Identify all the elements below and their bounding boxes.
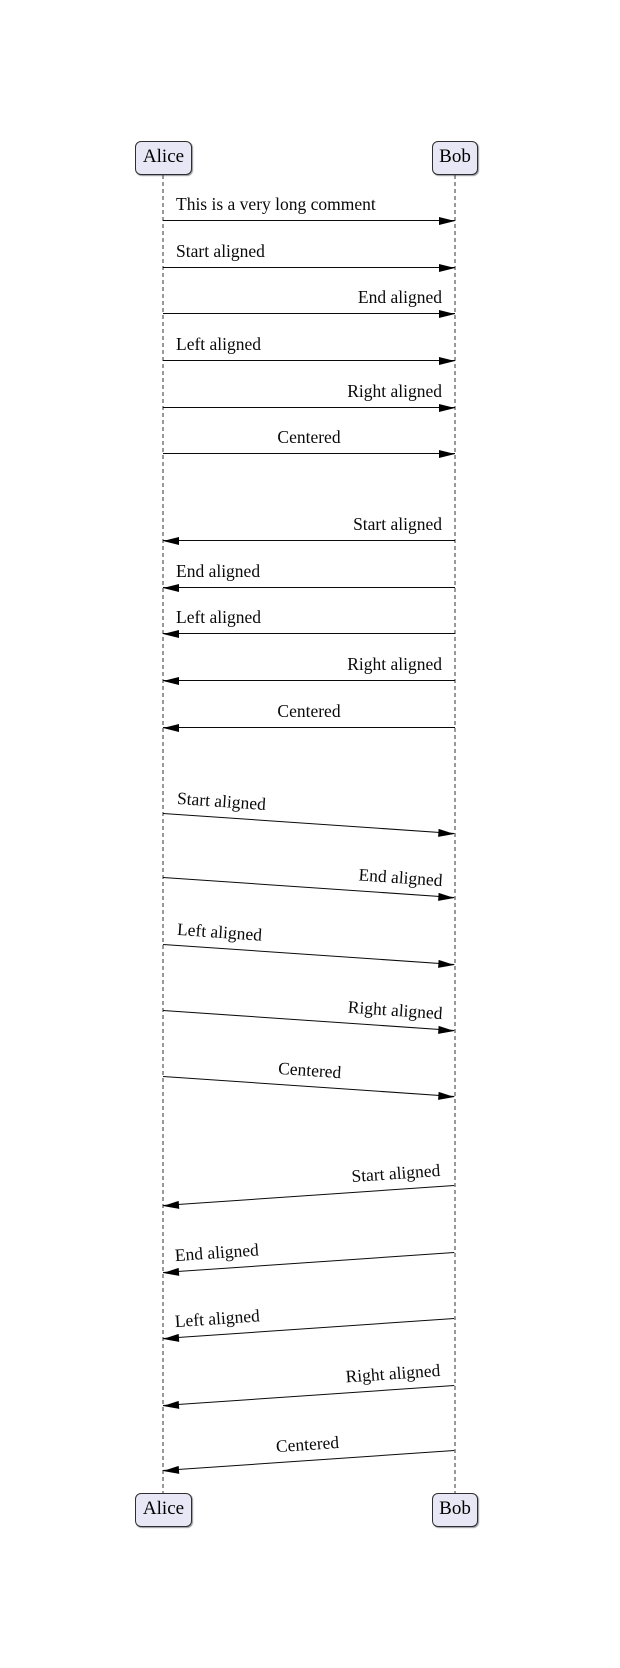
arrowhead-left-icon <box>163 1268 180 1277</box>
arrowhead-left-icon <box>163 1466 180 1475</box>
arrowhead-left-icon <box>163 584 179 592</box>
message-alice-to-bob-slanted <box>163 916 456 965</box>
message-label: Right aligned <box>347 654 442 674</box>
message-line <box>163 727 455 728</box>
message-label: Centered <box>277 427 341 447</box>
message-alice-to-bob <box>163 285 455 314</box>
message-label: Start aligned <box>350 1159 441 1187</box>
arrowhead-left-icon <box>163 1334 180 1343</box>
message-line <box>163 540 455 541</box>
message-alice-to-bob-slanted <box>163 849 456 898</box>
arrowhead-right-icon <box>439 450 455 458</box>
message-bob-to-alice-slanted <box>161 1224 454 1273</box>
message-line <box>163 680 455 681</box>
arrowhead-left-icon <box>163 537 179 545</box>
message-line <box>163 587 455 588</box>
message-alice-to-bob-slanted <box>163 982 456 1031</box>
arrowhead-left-icon <box>163 677 179 685</box>
message-bob-to-alice-slanted <box>161 1157 454 1206</box>
message-bob-to-alice-slanted <box>161 1422 454 1471</box>
message-alice-to-bob <box>163 425 455 454</box>
message-line <box>163 407 455 408</box>
arrowhead-right-icon <box>438 893 455 902</box>
message-alice-to-bob-slanted <box>163 785 456 834</box>
message-alice-to-bob-slanted <box>163 1048 456 1097</box>
message-bob-to-alice <box>163 559 455 588</box>
actor-label-bob: Bob <box>439 146 471 167</box>
message-label: Start aligned <box>176 787 267 814</box>
message-label: Centered <box>277 1057 343 1083</box>
message-label: Left aligned <box>174 1305 261 1332</box>
arrowhead-left-icon <box>163 724 179 732</box>
message-line <box>163 453 455 454</box>
message-bob-to-alice <box>163 512 455 541</box>
message-alice-to-bob <box>163 379 455 408</box>
arrowhead-right-icon <box>438 960 455 969</box>
actor-label-alice: Alice <box>142 146 185 167</box>
message-line <box>163 220 455 221</box>
message-label: Left aligned <box>176 334 262 354</box>
message-alice-to-bob <box>163 332 455 361</box>
message-label: Left aligned <box>176 918 263 945</box>
message-bob-to-alice-slanted <box>161 1357 454 1406</box>
message-label: Left aligned <box>176 607 262 627</box>
message-label: End aligned <box>357 287 442 307</box>
message-label: End aligned <box>176 561 261 581</box>
message-label: Centered <box>277 701 341 721</box>
message-bob-to-alice <box>163 699 455 728</box>
arrowhead-right-icon <box>439 310 455 318</box>
actor-label-alice: Alice <box>142 1498 185 1519</box>
actor-label-bob: Bob <box>439 1498 471 1519</box>
message-label: Right aligned <box>347 996 444 1024</box>
message-line <box>163 360 455 361</box>
arrowhead-right-icon <box>439 357 455 365</box>
message-label: End aligned <box>174 1239 260 1266</box>
message-label: Centered <box>275 1431 340 1457</box>
actor-box-alice-bottom <box>135 1493 192 1527</box>
arrowhead-right-icon <box>438 829 455 838</box>
actor-box-alice-top <box>135 141 192 175</box>
message-label: Start aligned <box>353 514 442 534</box>
arrowhead-right-icon <box>439 264 455 272</box>
message-label: This is a very long comment <box>176 194 376 214</box>
message-bob-to-alice <box>163 652 455 681</box>
message-alice-to-bob <box>163 239 455 268</box>
message-bob-to-alice <box>163 605 455 634</box>
message-label: Right aligned <box>347 381 442 401</box>
arrowhead-left-icon <box>163 1401 180 1410</box>
arrowhead-right-icon <box>439 217 455 225</box>
arrowhead-right-icon <box>438 1092 455 1101</box>
message-label: End aligned <box>357 864 444 891</box>
message-label: Right aligned <box>344 1359 441 1387</box>
arrowhead-right-icon <box>439 404 455 412</box>
arrowhead-left-icon <box>163 630 179 638</box>
arrowhead-right-icon <box>438 1026 455 1035</box>
message-label: Start aligned <box>176 241 265 261</box>
lifeline-alice <box>162 175 164 1494</box>
message-line <box>163 633 455 634</box>
message-line <box>163 267 455 268</box>
arrowhead-left-icon <box>163 1201 180 1210</box>
actor-box-bob-top <box>432 141 478 175</box>
actor-box-bob-bottom <box>432 1493 478 1527</box>
message-alice-to-bob <box>163 192 455 221</box>
message-line <box>163 313 455 314</box>
message-bob-to-alice-slanted <box>161 1290 454 1339</box>
